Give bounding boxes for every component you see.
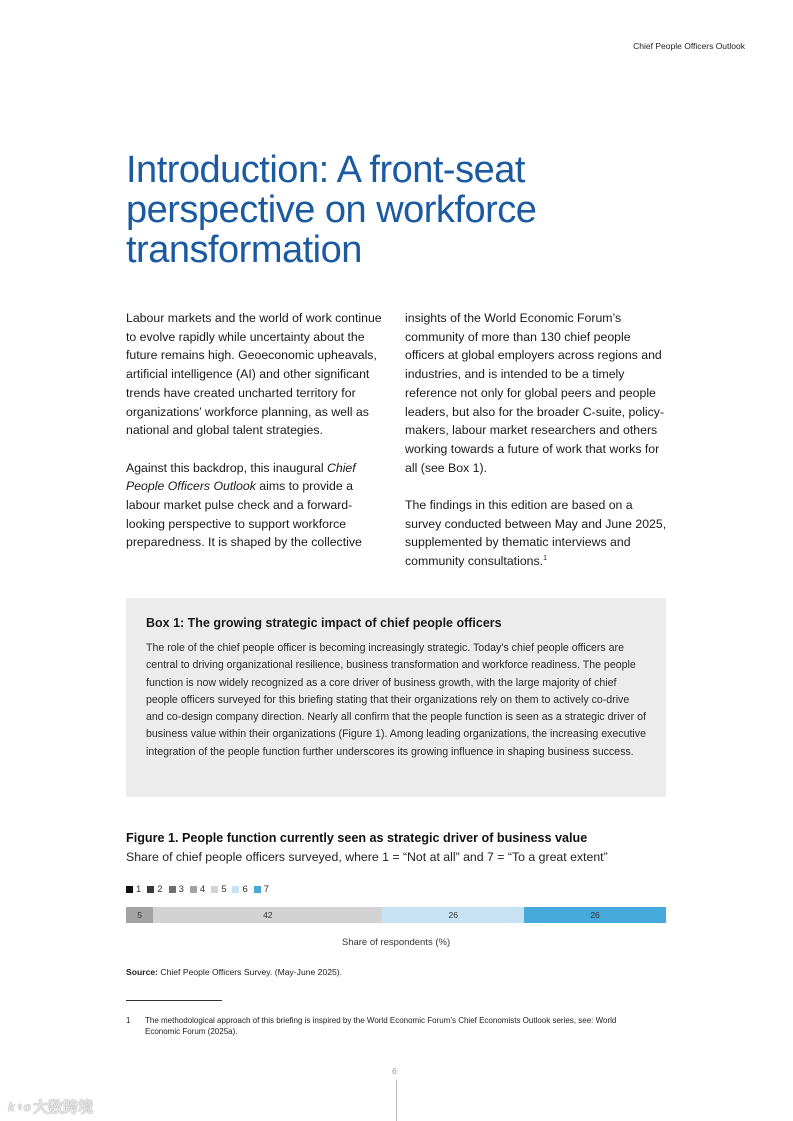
page-number-rule [396,1080,397,1121]
text-run: insights of the World Economic Forum’s community of more than 130 chief people officers at global employers across regions and industries, and is intended to be a timely reference not only for global peers and people leaders, but also for the broader C-suite, policy-makers, labour market researchers and others working towards a future of work that works for all (see Box 1). [405,311,665,475]
stacked-bar [126,907,666,923]
footnote [126,1016,646,1037]
legend-swatch [232,886,239,893]
legend-label: 4 [199,884,206,895]
footnote-text: The methodological approach of this briefing is inspired by the World Economic Forum’s Chief Economists Outlook series, see: World Economic Forum (2025a). [145,1016,617,1036]
footnote-divider [126,1000,222,1001]
title-line: transformation [126,229,362,271]
figure-subtitle: Share of chief people officers surveyed, where 1 = “Not at all” and 7 = “To a great extent” [126,850,608,864]
legend-label: 1 [136,884,142,895]
text-run: Against this backdrop, this inaugural [126,460,327,475]
body-paragraph [405,496,667,571]
legend-swatch [211,886,218,893]
body-column-left [126,309,388,571]
running-header: Chief People Officers Outlook [633,41,745,51]
watermark [8,1096,93,1117]
legend-label: 6 [242,884,248,895]
bar-data-label: 5 [137,910,142,920]
footnote-number: 1 [126,1016,131,1025]
box-title: Box 1: The growing strategic impact of chief people officers [146,616,502,630]
legend-swatch [147,886,154,893]
legend-swatch [169,886,176,893]
legend-swatch [254,886,261,893]
body-paragraph [126,459,388,553]
figure-source [126,967,342,977]
watermark-text: 大数跨境 [33,1099,94,1116]
box-text: The role of the chief people officer is becoming increasingly strategic. Today’s chief people officers are central to driving organizational resilience, business transformation and workforce readiness. The people function is now widely recognized as a core driver of business growth, with the large majority of chief people officers surveyed for this briefing stating that their organizations rely on them to actively co-drive and co-design company direction. Nearly all confirm that the people function is seen as a strategic driver of business value within their organizations (Figure 1). Among leading organizations, the increasing executive integration of the people function further underscores its growing influence in shaping business success. [146,642,646,758]
legend-swatch [190,886,197,893]
legend-item [169,884,184,895]
figure-title: Figure 1. People function currently seen as strategic driver of business value [126,831,588,845]
legend-label: 7 [263,884,270,895]
source-text: Chief People Officers Survey. (May-June 2025). [158,967,343,977]
report-title-italic: Chief People Officers Outlook [126,460,356,494]
bar-segment [153,907,382,923]
page-title [126,150,686,270]
text-run: aims to provide a labour market pulse check and a forward-looking perspective to support workforce preparedness. It is shaped by the collective [126,479,362,550]
legend-item [190,884,205,895]
box-1 [126,598,666,797]
bar-segment [126,907,153,923]
legend-item [211,884,226,895]
text-run: The findings in this edition are based on a survey conducted between May and June 2025, supplemented by thematic interviews and community consultations. [405,498,667,569]
x-axis-label: Share of respondents (%) [341,937,451,948]
source-label: Source: [126,967,158,977]
watermark-logo-icon: k♀o [8,1099,32,1114]
page-number: 6 [392,1066,397,1076]
bar-segment [382,907,524,923]
body-paragraph [405,309,667,477]
legend-swatch [126,886,133,893]
legend-item [254,884,269,895]
title-line: perspective on workforce [126,189,537,231]
footnote-reference[interactable]: 1 [543,555,547,563]
legend-label: 5 [221,884,227,895]
bar-data-label: 26 [590,910,600,920]
legend-item [126,884,141,895]
title-line: Introduction: A front-seat [126,149,525,191]
legend-label: 2 [157,884,163,895]
chart-legend [126,884,269,895]
bar-data-label: 42 [263,910,273,920]
bar-data-label: 26 [448,910,458,920]
legend-item [147,884,162,895]
legend-item [232,884,247,895]
body-paragraph: Labour markets and the world of work continue to evolve rapidly while uncertainty about the future remains high. Geoeconomic upheavals, artificial intelligence (AI) and other significant trends have created uncharted territory for organizations’ workforce planning, as well as national and global talent strategies. [126,311,382,438]
body-column-right [405,309,667,590]
bar-segment [524,907,666,923]
legend-label: 3 [178,884,184,895]
